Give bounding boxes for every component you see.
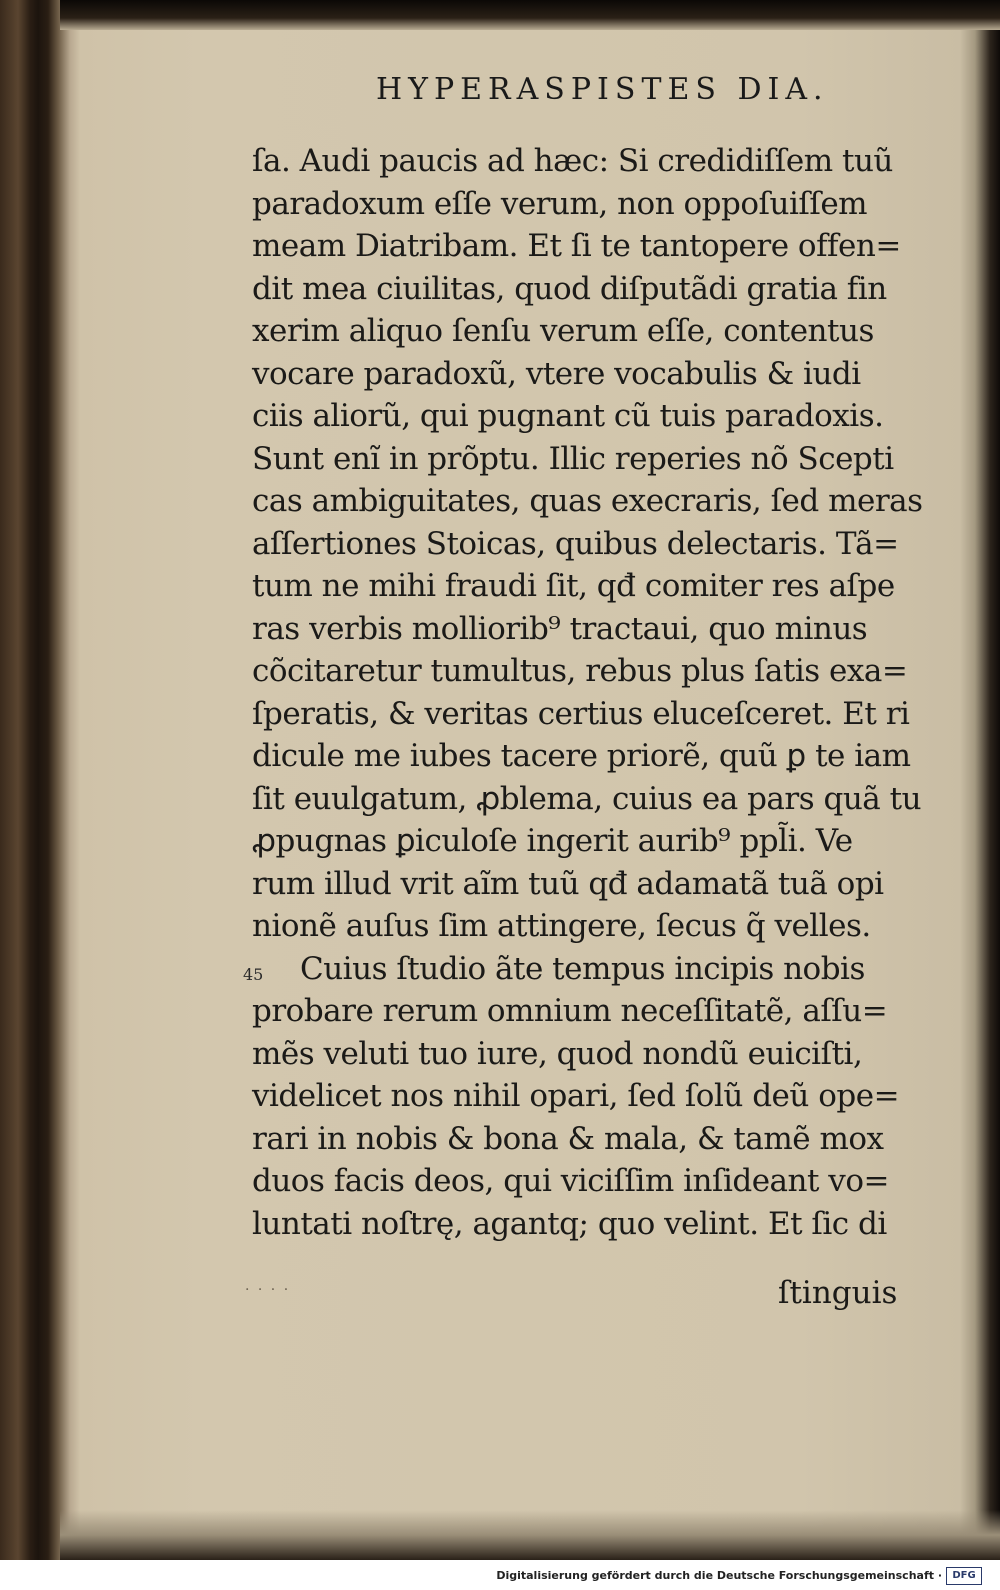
signature-mark: · · · · — [245, 1282, 291, 1298]
text-line: Cuius ſtudio ãte tempus incipis nobis — [300, 950, 865, 987]
text-line: aſſertiones Stoicas, quibus delectaris. Tã= — [252, 525, 899, 562]
text-line: ꝓpugnas ꝑiculoſe ingerit aurib⁹ ppl̃i. Ve — [252, 823, 853, 859]
text-line: Sunt enĩ in prõptu. Illic reperies nõ Scepti — [252, 440, 894, 477]
text-line: cõcitaretur tumultus, rebus plus ſatis exa= — [252, 653, 908, 689]
text-line: ſperatis, & veritas certius eluceſceret. Et ri — [252, 695, 910, 732]
text-line: cas ambiguitates, quas execraris, ſed meras — [252, 483, 923, 519]
catchword: ſtinguis — [778, 1275, 898, 1311]
running-header: HYPERASPISTES DIA. — [376, 72, 829, 107]
text-line: rum illud vrit aĩm tuũ qđ adamatã tuã opi — [252, 865, 884, 902]
page-top-edge — [60, 0, 1000, 30]
text-line: ras verbis molliorib⁹ tractaui, quo minus — [252, 610, 868, 647]
text-line: ſa. Audi paucis ad hæc: Si credidiſſem tuũ — [252, 143, 893, 179]
dfg-logo-icon: DFG — [946, 1567, 982, 1585]
text-line: vocare paradoxũ, vtere vocabulis & iudi — [252, 355, 861, 392]
text-line: paradoxum eſſe verum, non oppoſuiſſem — [252, 185, 868, 222]
text-line: tum ne mihi fraudi ſit, qđ comiter res aſpe — [252, 568, 895, 604]
text-line: dicule me iubes tacere priorẽ, quũ ꝑ te iam — [252, 738, 911, 774]
text-line: luntati noſtrę, agantq; quo velint. Et ſic di — [252, 1205, 887, 1242]
text-line: duos facis deos, qui viciſſim inſideant vo= — [252, 1163, 889, 1199]
text-line: ſit euulgatum, ꝓblema, cuius ea pars quã tu — [252, 780, 922, 817]
text-line: mẽs veluti tuo iure, quod nondũ euiciſti, — [252, 1035, 863, 1072]
page-body-text — [252, 140, 952, 1245]
text-line: probare rerum omnium neceſſitatẽ, aſſu= — [252, 993, 888, 1029]
text-line: videlicet nos nihil opari, ſed ſolũ deũ ope= — [252, 1078, 900, 1114]
text-line: xerim aliquo ſenſu verum eſſe, contentus — [252, 313, 874, 349]
funding-credit: Digitalisierung gefördert durch die Deutsche Forschungsgemeinschaft · — [496, 1569, 942, 1582]
text-line: ciis aliorũ, qui pugnant cũ tuis paradoxis. — [252, 398, 884, 434]
text-line: nionẽ auſus ſim attingere, ſecus q̃ velles. — [252, 908, 871, 944]
text-line: meam Diatribam. Et ſi te tantopere offen= — [252, 228, 901, 264]
text-line: dit mea ciuilitas, quod diſputãdi gratia fin — [252, 270, 887, 307]
margin-note: 45 — [243, 965, 264, 984]
text-line: rari in nobis & bona & mala, & tamẽ mox — [252, 1120, 884, 1157]
